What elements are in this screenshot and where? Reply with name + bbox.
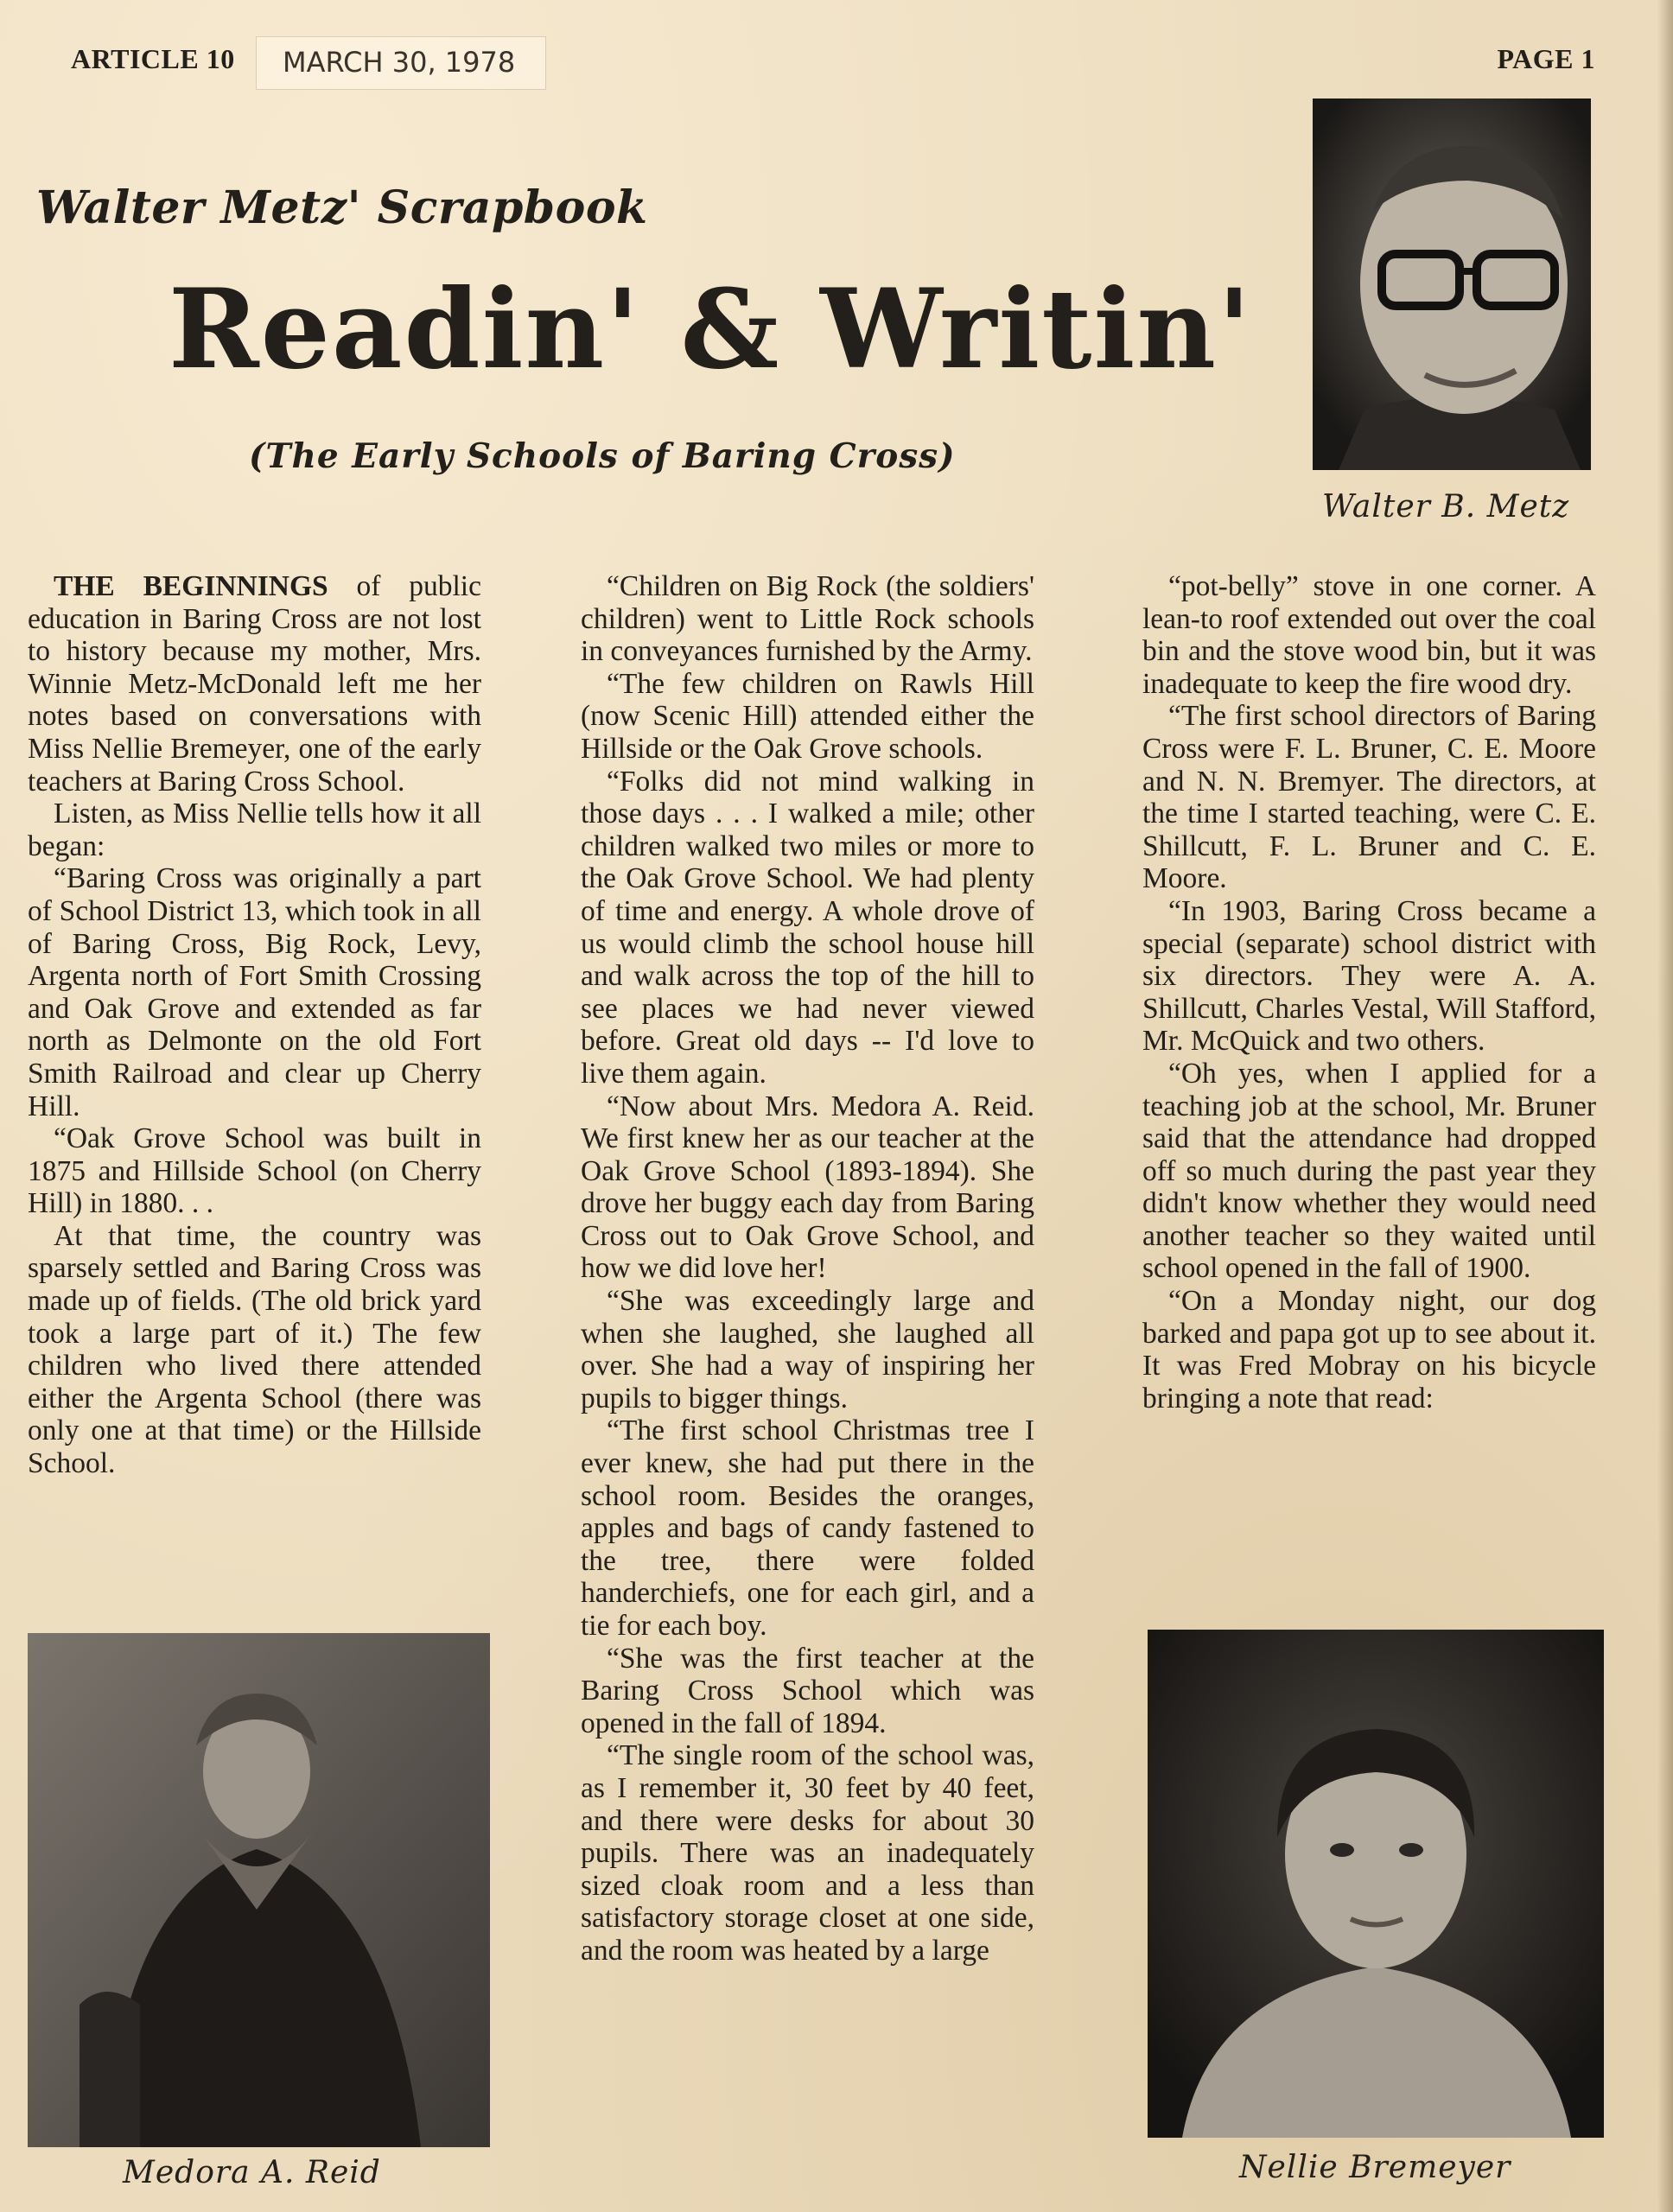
article-column-3	[1142, 570, 1596, 1616]
portrait-medora-reid	[28, 1633, 490, 2147]
paragraph: “pot-belly” stove in one corner. A lean-to roof extended out over the coal bin and the stove wood bin, but it was inadequate to keep the fire wood dry.	[1142, 570, 1596, 700]
page-edge-shadow	[1657, 0, 1673, 2212]
paragraph: “The first school directors of Baring Cross were F. L. Bruner, C. E. Moore and N. N. Bremyer. The directors, at the time I started teaching, were C. E. Shillcutt, F. L. Bruner and C. E. Moore.	[1142, 700, 1596, 895]
caption-metz: Walter B. Metz	[1322, 489, 1570, 524]
paragraph: “On a Monday night, our dog barked and papa got up to see about it. It was Fred Mobray on his bicycle bringing a note that read:	[1142, 1285, 1596, 1414]
article-column-1	[28, 570, 481, 1616]
headline: Readin' & Writin'	[169, 265, 1253, 393]
paragraph: At that time, the country was sparsely settled and Baring Cross was made up of fields. (The old brick yard took a large part of it.) The few children who lived there attended either the Argenta School (there was only one at that time) or the Hillside School.	[28, 1219, 481, 1480]
portrait-walter-metz	[1313, 99, 1591, 470]
subheadline: (The Early Schools of Baring Cross)	[249, 436, 956, 476]
paragraph: “In 1903, Baring Cross became a special (separate) school district with six directors. They were A. A. Shillcutt, Charles Vestal, Will Stafford, Mr. McQuick and two others.	[1142, 894, 1596, 1058]
paragraph: “She was exceedingly large and when she laughed, she laughed all over. She had a way of inspiring her pupils to bigger things.	[581, 1285, 1034, 1414]
article-number: ARTICLE 10	[71, 43, 235, 74]
paragraph: Listen, as Miss Nellie tells how it all began:	[28, 798, 481, 862]
paragraph: “The few children on Rawls Hill (now Scenic Hill) attended either the Hillside or the Oak Grove schools.	[581, 667, 1034, 765]
paragraph: “Oh yes, when I applied for a teaching job at the school, Mr. Bruner said that the attendance had dropped off so much during the past year they didn't know whether they would need another teacher so they waited until school opened in the fall of 1900.	[1142, 1057, 1596, 1285]
paragraph-text: of public education in Baring Cross are not lost to history because my mother, Mrs. Winnie Metz-McDonald left me her notes based on conversations with Miss Nellie Bremeyer, one of the early teachers at Baring Cross School.	[28, 570, 481, 798]
column-kicker: Walter Metz' Scrapbook	[36, 181, 648, 234]
paragraph: “The single room of the school was, as I remember it, 30 feet by 40 feet, and there were desks for about 30 pupils. There was an inadequately sized cloak room and a less than satisfactory storage closet at one side, and the room was heated by a large	[581, 1739, 1034, 1967]
paragraph: “Baring Cross was originally a part of School District 13, which took in all of Baring Cross, Big Rock, Levy, Argenta north of Fort Smith Crossing and Oak Grove and extended as far north as Delmonte on the old Fort Smith Railroad and clear up Cherry Hill.	[28, 862, 481, 1122]
paragraph: “Folks did not mind walking in those days . . . I walked a mile; other children walked two miles or more to the Oak Grove School. We had plenty of time and energy. A whole drove of us would climb the school house hill and walk across the top of the hill to see places we had never viewed before. Great old days -- I'd love to live them again.	[581, 765, 1034, 1090]
date-stamp: MARCH 30, 1978	[256, 36, 546, 90]
lead-in: THE BEGINNINGS	[54, 570, 328, 602]
paragraph	[28, 570, 481, 798]
page-number: PAGE 1	[1497, 43, 1595, 74]
caption-bremeyer: Nellie Bremeyer	[1239, 2150, 1511, 2185]
paragraph: “Children on Big Rock (the soldiers' children) went to Little Rock schools in conveyances furnished by the Army.	[581, 570, 1034, 668]
paragraph: “Oak Grove School was built in 1875 and Hillside School (on Cherry Hill) in 1880. . .	[28, 1122, 481, 1220]
paragraph: “The first school Christmas tree I ever knew, she had put there in the school room. Besides the oranges, apples and bags of candy fastened to the tree, there were folded handerchiefs, one for each girl, and a tie for each boy.	[581, 1414, 1034, 1642]
caption-reid: Medora A. Reid	[123, 2155, 381, 2190]
article-column-2	[581, 570, 1034, 2212]
paragraph: “She was the first teacher at the Baring Cross School which was opened in the fall of 1894.	[581, 1642, 1034, 1739]
paragraph: “Now about Mrs. Medora A. Reid. We first knew her as our teacher at the Oak Grove School (1893-1894). She drove her buggy each day from Baring Cross out to Oak Grove School, and how we did love her!	[581, 1090, 1034, 1285]
portrait-nellie-bremeyer	[1148, 1630, 1604, 2138]
